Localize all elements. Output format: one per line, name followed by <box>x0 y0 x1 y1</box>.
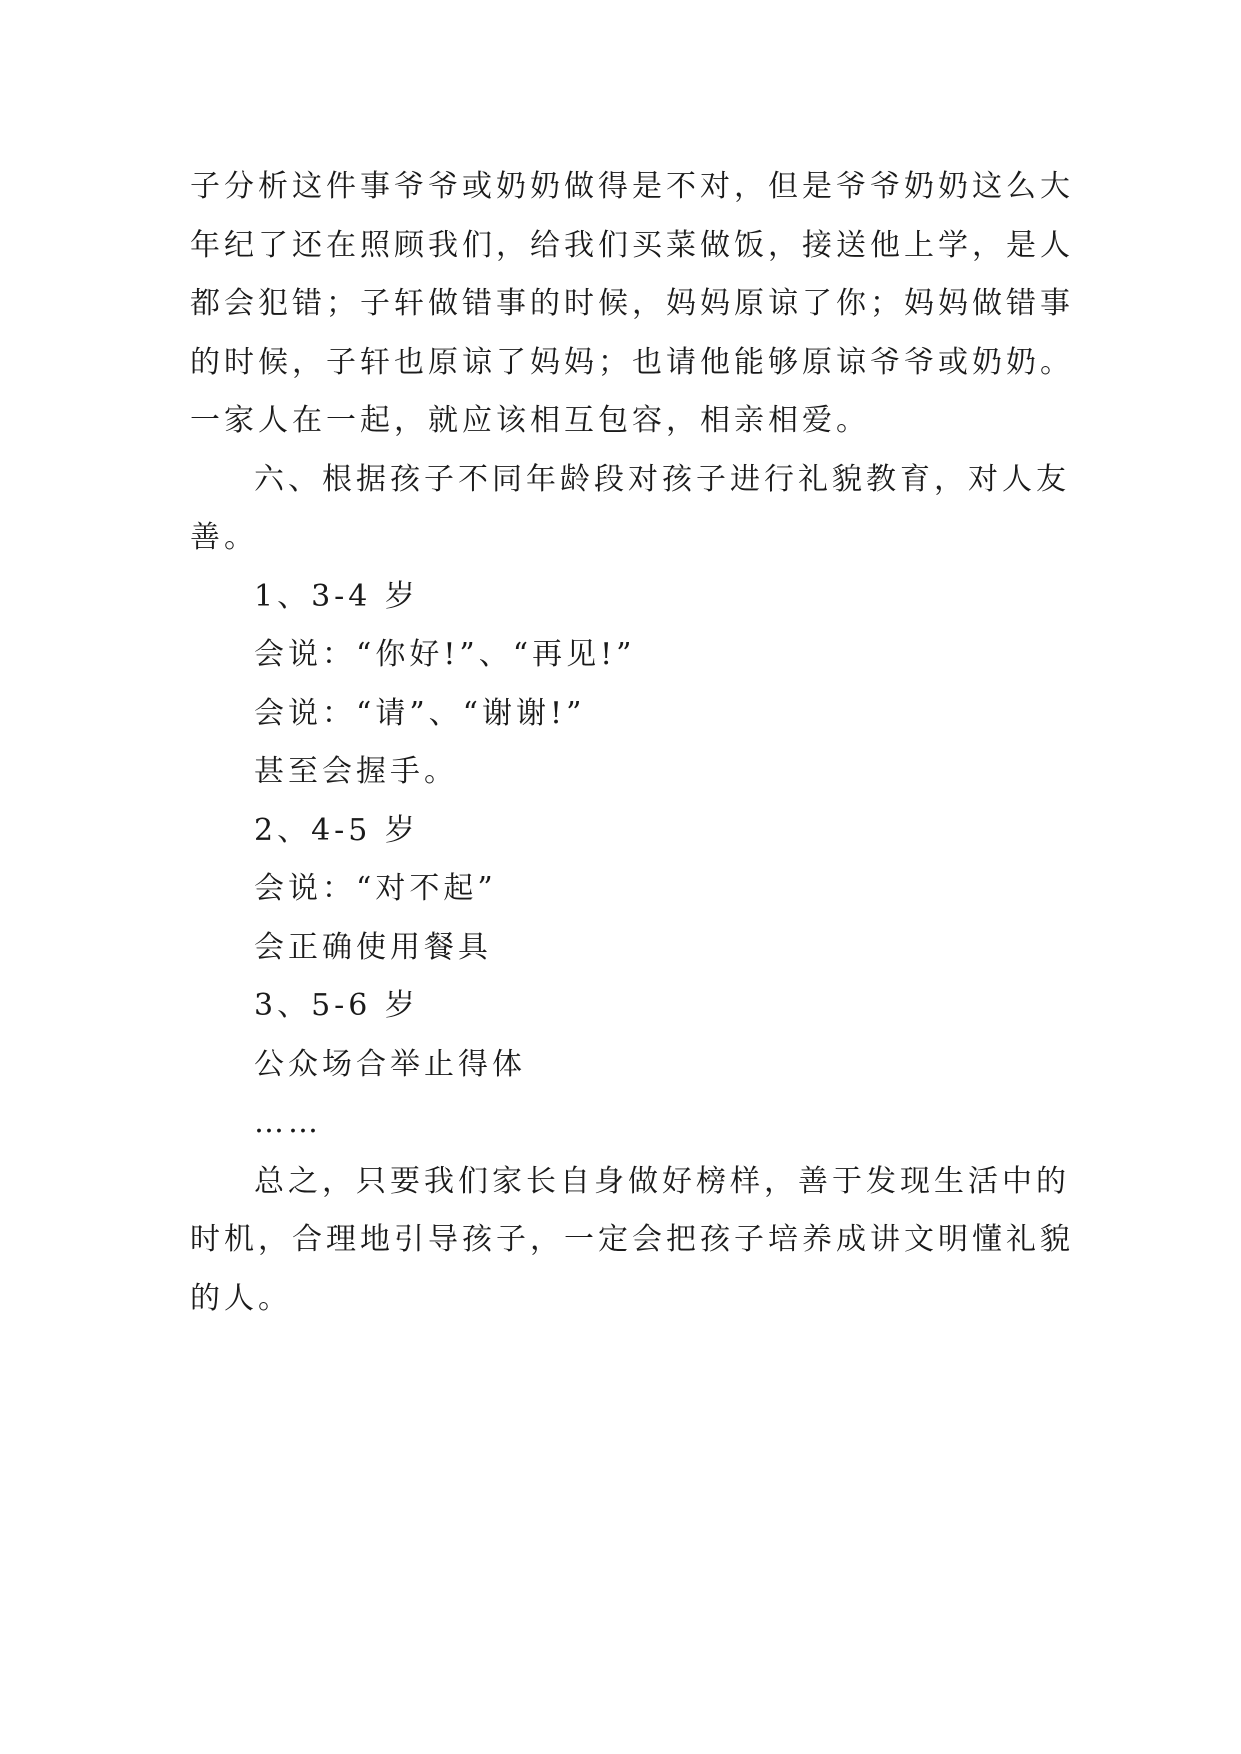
conclusion-paragraph: 总之，只要我们家长自身做好榜样，善于发现生活中的 <box>254 1163 1070 1199</box>
age-group-heading: 3、5-6 岁 <box>254 988 419 1023</box>
age-group-heading: 1、3-4 岁 <box>254 578 419 614</box>
text-line: 子分析这件事爷爷或奶奶做得是不对，但是爷爷奶奶这么大 <box>190 169 1074 204</box>
ellipsis: …… <box>254 1105 322 1140</box>
text-line: 都会犯错；子轩做错事的时候，妈妈原谅了你；妈妈做错事 <box>190 286 1074 321</box>
section-heading: 六、根据孩子不同年龄段对孩子进行礼貌教育，对人友 <box>254 461 1070 497</box>
text-line: 年纪了还在照顾我们，给我们买菜做饭，接送他上学，是人 <box>190 227 1074 263</box>
list-item: 会说：“请”、“谢谢!” <box>254 695 586 731</box>
text-line: 一家人在一起，就应该相互包容，相亲相爱。 <box>190 403 870 438</box>
text-line: 的时候，子轩也原谅了妈妈；也请他能够原谅爷爷或奶奶。 <box>190 344 1074 380</box>
list-item: 会正确使用餐具 <box>254 929 492 965</box>
text-line: 善。 <box>190 520 258 555</box>
list-item: 公众场合举止得体 <box>254 1046 526 1082</box>
list-item: 会说：“你好!”、“再见!” <box>254 637 636 672</box>
list-item: 甚至会握手。 <box>254 754 458 789</box>
text-line: 时机，合理地引导孩子，一定会把孩子培养成讲文明懂礼貌 <box>190 1222 1074 1257</box>
list-item: 会说：“对不起” <box>254 871 497 906</box>
text-line: 的人。 <box>190 1280 292 1316</box>
body-text <box>190 158 1074 1328</box>
age-group-heading: 2、4-5 岁 <box>254 812 419 848</box>
